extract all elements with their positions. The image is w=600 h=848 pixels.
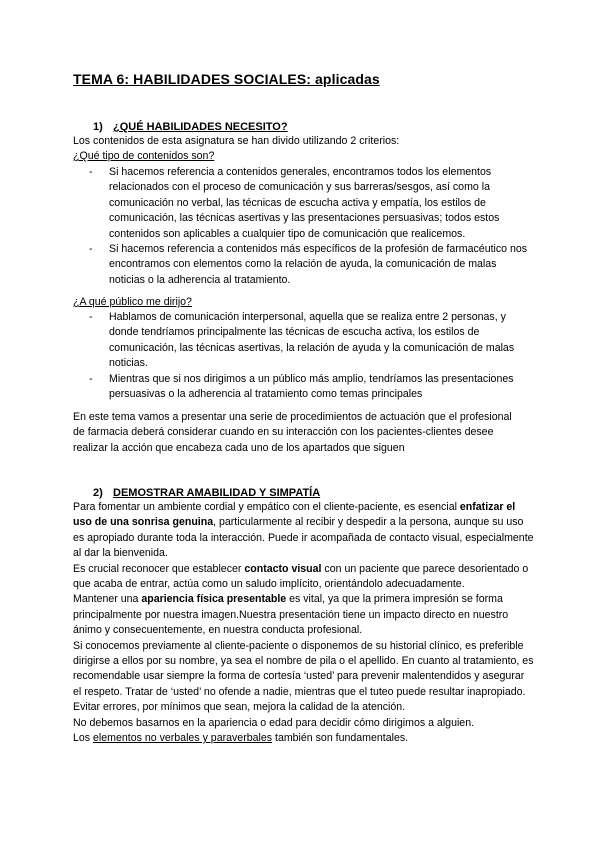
list-item-text: Hablamos de comunicación interpersonal, aquella que se realiza entre 2 personas, y donde tendríamos principalmente las técnicas de escucha activa, los estilos de comunicación, las técnicas asertivas, la relación de ayuda y la comunicación de malas noticias. <box>109 311 515 370</box>
section-2-body <box>73 500 535 747</box>
list-item: - Si hacemos referencia a contenidos más específicos de la profesión de farmacéutico nos encontramos con elementos como la relación de ayuda, la comunicación de malas noticias o la adherencia al tratamiento. <box>89 243 528 286</box>
paragraph-age: No debemos basarnos en la apariencia o edad para decidir cómo dirigimos a alguien. <box>73 716 475 729</box>
emphasis-eye-contact: contacto visual <box>244 562 322 575</box>
section-2-heading <box>93 487 320 499</box>
list-item-text: Si hacemos referencia a contenidos generales, encontramos todos los elementos relacionados con el proceso de comunicación y sus barreras/sesgos, así como la comunicación no verbal, las técnicas de escucha activa y empatía, los estilos de comunicación, las técnicas asertivas y las presentaciones persuasivas; todos estos contenidos son aplicables a cualquier tipo de comunicación que realicemos. <box>109 166 500 240</box>
section-1-closing: En este tema vamos a presentar una serie de procedimientos de actuación que el profesional de farmacia deberá considerar cuando en su interacción con los pacientes-clientes desee realizar la acción que encabeza cada uno de los apartados que siguen <box>73 411 512 454</box>
paragraph-name-usage: Si conocemos previamente al cliente-paciente o disponemos de su historial clínico, es preferible dirigirse a ellos por su nombre, ya sea el nombre de pila o el apellido. En cuanto al tratamiento, es recomendable usar siempre la forma de cortesía ‘usted’ para prevenir malentendidos y asegurar el respeto. Tratar de ‘usted’ no ofende a nadie, mientras que el tuteo puede resultar inapropiado. Evitar errores, por mínimos que sean, mejora la calidad de la atención. <box>73 639 534 714</box>
section-2-number: 2) <box>93 487 103 499</box>
underlined-nonverbal: elementos no verbales y paraverbales <box>93 732 273 745</box>
question-content-type: ¿Qué tipo de contenidos son? <box>73 150 215 162</box>
list-item: - Hablamos de comunicación interpersonal, aquella que se realiza entre 2 personas, y donde tendríamos principalmente las técnicas de escucha activa, los estilos de comunicación, las técnicas asertivas, la relación de ayuda y la comunicación de malas noticias. <box>89 311 515 370</box>
paragraph-eye-contact: Es crucial reconocer que establecer contacto visual con un paciente que parece desorientado o que acaba de entrar, actúa como un saludo implícito, orientándolo adecuadamente. <box>73 562 529 591</box>
list-item-text: Mientras que si nos dirigimos a un público más amplio, tendríamos las presentaciones persuasivas o la adherencia al tratamiento como temas principales <box>109 372 514 401</box>
paragraph-nonverbal: Los elementos no verbales y paraverbales también son fundamentales. <box>73 732 409 745</box>
section-1-title: ¿QUÉ HABILIDADES NECESITO? <box>113 121 288 133</box>
question-audience: ¿A qué público me dirijo? <box>73 296 192 308</box>
emphasis-appearance: apariencia física presentable <box>141 593 287 606</box>
paragraph-appearance: Mantener una apariencia física presentable es vital, ya que la primera impresión se forma principalmente por nuestra imagen.Nuestra presentación tiene un impacto directo en nuestro ánimo y consecuentemente, en nuestra conducta profesional. <box>73 593 509 637</box>
section-2-title: DEMOSTRAR AMABILIDAD Y SIMPATÍA <box>113 487 321 499</box>
audience-list <box>73 310 533 402</box>
emphasis-smile: enfatizar el uso de una sonrisa genuina <box>73 501 516 529</box>
list-item: - Mientras que si nos dirigimos a un público más amplio, tendríamos las presentaciones persuasivas o la adherencia al tratamiento como temas principales <box>89 372 514 401</box>
paragraph-smile: Para fomentar un ambiente cordial y empático con el cliente-paciente, es esencial enfatizar el uso de una sonrisa genuina, particularmente al recibir y despedir a la persona, aunque su uso es apropiado durante toda la interacción. Puede ir acompañada de contacto visual, especialmente al dar la bienvenida. <box>73 501 534 560</box>
section-1-heading <box>93 121 288 133</box>
list-item-text: Si hacemos referencia a contenidos más específicos de la profesión de farmacéutico nos encontramos con elementos como la relación de ayuda, la comunicación de malas noticias o la adherencia al tratamiento. <box>109 243 528 286</box>
section-1-intro: Los contenidos de esta asignatura se han divido utilizando 2 criterios: <box>73 135 400 147</box>
section-1-number: 1) <box>93 121 103 133</box>
page-title: TEMA 6: HABILIDADES SOCIALES: aplicadas <box>73 71 380 87</box>
list-item: - Si hacemos referencia a contenidos generales, encontramos todos los elementos relacionados con el proceso de comunicación y sus barreras/sesgos, así como la comunicación no verbal, las técnicas de escucha activa y empatía, los estilos de comunicación, las técnicas asertivas y las presentaciones persuasivas; todos estos contenidos son aplicables a cualquier tipo de comunicación que realicemos. <box>89 166 500 240</box>
content-type-list <box>73 165 533 288</box>
